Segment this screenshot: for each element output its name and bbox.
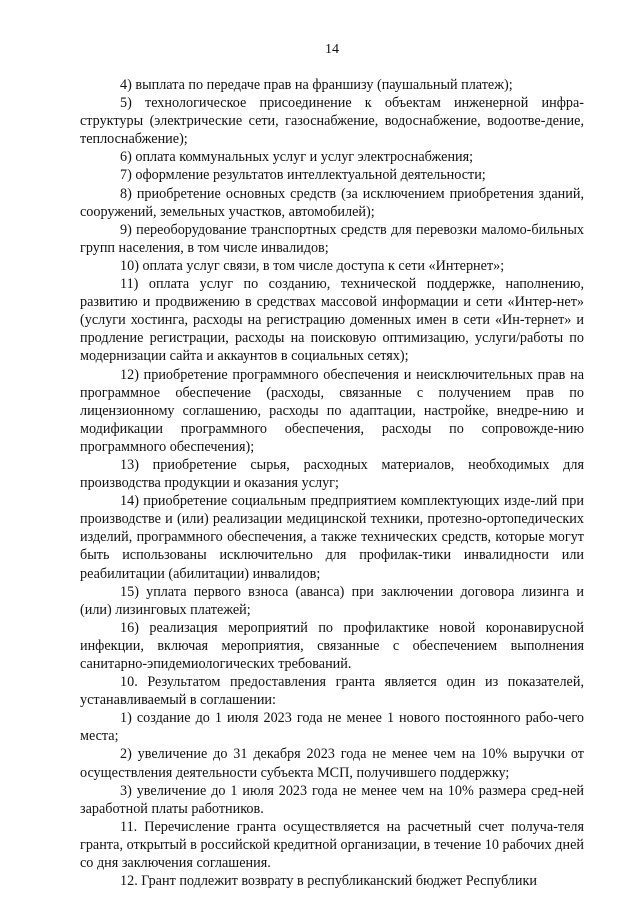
paragraph-item-7: 7) оформление результатов интеллектуальной деятельности; bbox=[120, 167, 486, 184]
paragraph-item-15: 15) уплата первого взноса (аванса) при заключении договора лизинга и (или) лизинговых платежей; bbox=[80, 583, 584, 618]
paragraph-item-16: 16) реализация мероприятий по профилактике новой коронавирусной инфекции, включая мероприятия, связанные с обеспечением выполнения санитарно-эпидемиологических требований. bbox=[80, 619, 584, 672]
paragraph-item-14: 14) приобретение социальным предприятием комплектующих изде-лий при производстве и (или) реализации медицинской техники, протезно-ортопедических изделий, программного обеспечения, а также технических средств, которые могут быть использованы исключительно для профилак-тики инвалидности или реабилитации (абилитации) инвалидов; bbox=[80, 493, 584, 582]
paragraph-item-10: 10) оплата услуг связи, в том числе доступа к сети «Интернет»; bbox=[120, 257, 505, 274]
paragraph-section-11: 11. Перечисление гранта осуществляется на расчетный счет получа-теля гранта, открытый в российской кредитной организации, в течение 10 рабочих дней со дня заключения соглашения. bbox=[80, 818, 584, 872]
paragraph-item-6: 6) оплата коммунальных услуг и услуг электроснабжения; bbox=[120, 149, 474, 166]
paragraph-item-11: 11) оплата услуг по созданию, технической поддержке, наполнению, развитию и продвижению в средствах массовой информации и сети «Интер-нет» (услуги хостинга, расходы на регистрацию доменных имен в сети «Ин-тернет» и продление регистрации, расходы на поисковую оптимизацию, услуги/работы по модернизации сайта и аккаунтов в социальных сетях); bbox=[80, 276, 584, 365]
paragraph-section-12: 12. Грант подлежит возврату в республиканский бюджет Республики bbox=[120, 873, 537, 890]
paragraph-item-12: 12) приобретение программного обеспечения и неисключительных прав на программное обеспечение (расходы, связанные с получением прав по лицензионному соглашению, расходы по адаптации, настройке, внедре-нию и модификации программного обеспечения, расходы по сопровожде-нию программного обеспечения); bbox=[80, 366, 584, 455]
paragraph-item-13: 13) приобретение сырья, расходных материалов, необходимых для производства продукции и оказания услуг; bbox=[80, 456, 584, 492]
paragraph-item-5: 5) технологическое присоединение к объектам инженерной инфра-структуры (электрические сети, газоснабжение, водоснабжение, водоотве-дение, теплоснабжение); bbox=[80, 95, 584, 148]
paragraph-item-4: 4) выплата по передаче прав на франшизу (паушальный платеж); bbox=[120, 77, 513, 93]
paragraph-result-1: 1) создание до 1 июля 2023 года не менее 1 нового постоянного рабо-чего места; bbox=[80, 710, 584, 745]
paragraph-result-3: 3) увеличение до 1 июля 2023 года не менее чем на 10% размера сред-ней заработной платы работников. bbox=[80, 782, 584, 817]
page-number: 14 bbox=[325, 42, 339, 57]
paragraph-result-2: 2) увеличение до 31 декабря 2023 года не менее чем на 10% выручки от осуществления деятельности субъекта МСП, получившего поддержку; bbox=[80, 746, 584, 781]
paragraph-section-10: 10. Результатом предоставления гранта является один из показателей, устанавливаемый в соглашении: bbox=[80, 674, 584, 709]
paragraph-item-9: 9) переоборудование транспортных средств для перевозки маломо-бильных групп населения, в том числе инвалидов; bbox=[80, 221, 584, 256]
paragraph-item-8: 8) приобретение основных средств (за исключением приобретения зданий, сооружений, земельных участков, автомобилей); bbox=[80, 185, 584, 220]
